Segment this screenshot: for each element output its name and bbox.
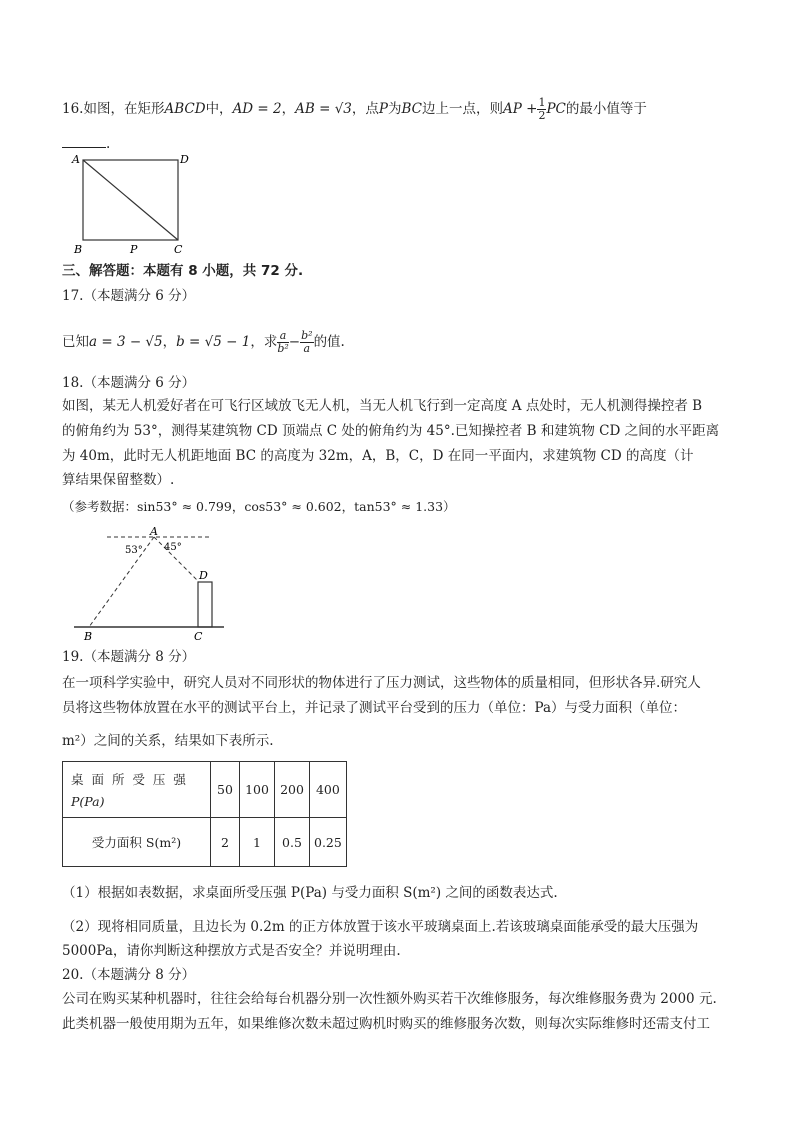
q16-frac-num: 1 — [538, 96, 546, 109]
q19-header: 19.（本题满分 8 分） — [62, 649, 196, 665]
q18-line1: 如图，某无人机爱好者在可飞行区域放飞无人机，当无人机飞行到一定高度 A 点处时，无人机测得操控者 B — [62, 398, 703, 414]
label-b: B — [74, 243, 83, 256]
label-a: A — [72, 153, 80, 166]
q17-ask: ，求 — [250, 334, 278, 350]
q17-body — [62, 330, 345, 355]
q16-ad: AD = 2 — [232, 101, 282, 117]
q17-minus: − — [288, 334, 301, 350]
q19-line1: 在一项科学实验中，研究人员对不同形状的物体进行了压力测试，这些物体的质量相同，但形状各异.研究人 — [62, 675, 701, 691]
drone-figure — [62, 526, 232, 644]
diagonal-ac — [83, 160, 178, 240]
row-label-area: 受力面积 S(m²) — [63, 818, 211, 867]
section-3-title: 三、解答题：本题有 8 小题，共 72 分. — [62, 263, 304, 279]
table-row — [63, 818, 347, 867]
q16-pc: PC — [546, 101, 566, 117]
q17-frac1 — [277, 330, 288, 355]
q16-ap: AP + — [503, 101, 538, 117]
answer-blank — [62, 137, 106, 148]
q19-part1: （1）根据如表数据，求桌面所受压强 P(Pa) 与受力面积 S(m²) 之间的函数表达式. — [62, 885, 558, 901]
q18-line2: 的俯角约为 53°，测得某建筑物 CD 顶端点 C 处的俯角约为 45°.已知操控者 B 和建筑物 CD 之间的水平距离 — [62, 423, 720, 439]
q19-line3: m²）之间的关系，结果如下表所示. — [62, 733, 274, 749]
q16-ab: AB = √3 — [295, 101, 352, 117]
table-cell: 1 — [240, 818, 275, 867]
q17-frac2 — [300, 330, 313, 355]
pressure-table — [62, 761, 347, 867]
q16-text — [62, 97, 647, 122]
q18-line4: 算结果保留整数）. — [62, 472, 175, 488]
label-c: C — [194, 630, 203, 643]
q17-tail: 的值. — [313, 334, 345, 350]
table-cell: 100 — [240, 762, 275, 818]
table-cell: 2 — [211, 818, 240, 867]
table-cell: 400 — [310, 762, 347, 818]
q19-line2: 员将这些物体放置在水平的测试平台上，并记录了测试平台受到的压力（单位：Pa）与受力面积（单位： — [62, 700, 687, 716]
label-a: A — [150, 526, 158, 538]
q17-known: 已知 — [62, 334, 89, 350]
q18-header: 18.（本题满分 6 分） — [62, 375, 196, 391]
q17-a: a = 3 − √5 — [89, 334, 163, 350]
label-d: D — [199, 569, 208, 582]
q16-pre: 16.如图，在矩形 — [62, 101, 165, 117]
q19-part2-line2: 5000Pa，请你判断这种摆放方式是否安全？并说明理由. — [62, 943, 401, 959]
q16-bc: BC — [401, 101, 422, 117]
q19-part2-line1: （2）现将相同质量，且边长为 0.2m 的正方体放置于该水平玻璃桌面上.若该玻璃桌面能承受的最大压强为 — [62, 919, 699, 935]
q17-sep: ， — [162, 334, 177, 350]
q16-rect: ABCD — [164, 101, 206, 117]
q16-p: P — [378, 101, 388, 117]
q20-header: 20.（本题满分 8 分） — [62, 967, 196, 983]
q16-sep: ， — [281, 101, 296, 117]
q20-line1: 公司在购买某种机器时，往往会给每台机器分别一次性额外购买若干次维修服务，每次维修服务费为 2000 元. — [62, 991, 717, 1007]
label-c: C — [174, 243, 183, 256]
q17-header: 17.（本题满分 6 分） — [62, 288, 196, 304]
q18-line3: 为 40m，此时无人机距地面 BC 的高度为 32m，A，B，C，D 在同一平面内，求建筑物 CD 的高度（计 — [62, 448, 694, 464]
q16-mid2: ，点 — [351, 101, 379, 117]
table-cell: 0.5 — [275, 818, 310, 867]
table-cell: 0.25 — [310, 818, 347, 867]
table-row — [63, 762, 347, 818]
table-cell: 200 — [275, 762, 310, 818]
building-cd — [198, 582, 212, 627]
rectangle-figure — [60, 150, 200, 258]
q17-b: b = √5 − 1 — [176, 334, 251, 350]
pressure-unit: P(Pa) — [71, 794, 105, 809]
q17-frac1-num: a — [277, 330, 288, 343]
q20-line2: 此类机器一般使用期为五年，如果维修次数未超过购机时购买的维修服务次数，则每次实际维修时还需支付工 — [62, 1016, 710, 1032]
q16-tail: 的最小值等于 — [565, 101, 647, 117]
table-cell: 50 — [211, 762, 240, 818]
q18-reference-data: （参考数据：sin53° ≈ 0.799，cos53° ≈ 0.602，tan53° ≈ 1.33） — [62, 499, 456, 514]
q16-end: . — [106, 136, 111, 152]
q16-frac-den: 2 — [538, 109, 546, 122]
q16-mid3: 为 — [387, 101, 402, 117]
angle-53: 53° — [125, 545, 143, 556]
label-d: D — [180, 153, 189, 166]
q17-frac1-den: b² — [277, 342, 289, 355]
label-p: P — [130, 243, 138, 256]
label-b: B — [84, 630, 93, 643]
q16-mid1: 中， — [205, 101, 233, 117]
q17-frac2-num: b² — [301, 329, 313, 342]
row-label-pressure — [63, 762, 211, 818]
q17-frac2-den: a — [303, 342, 311, 355]
pressure-label: 桌 面 所 受 压 强 — [71, 772, 188, 787]
sightline-ab — [89, 537, 154, 627]
q16-mid4: 边上一点，则 — [422, 101, 503, 117]
angle-45: 45° — [164, 542, 182, 553]
